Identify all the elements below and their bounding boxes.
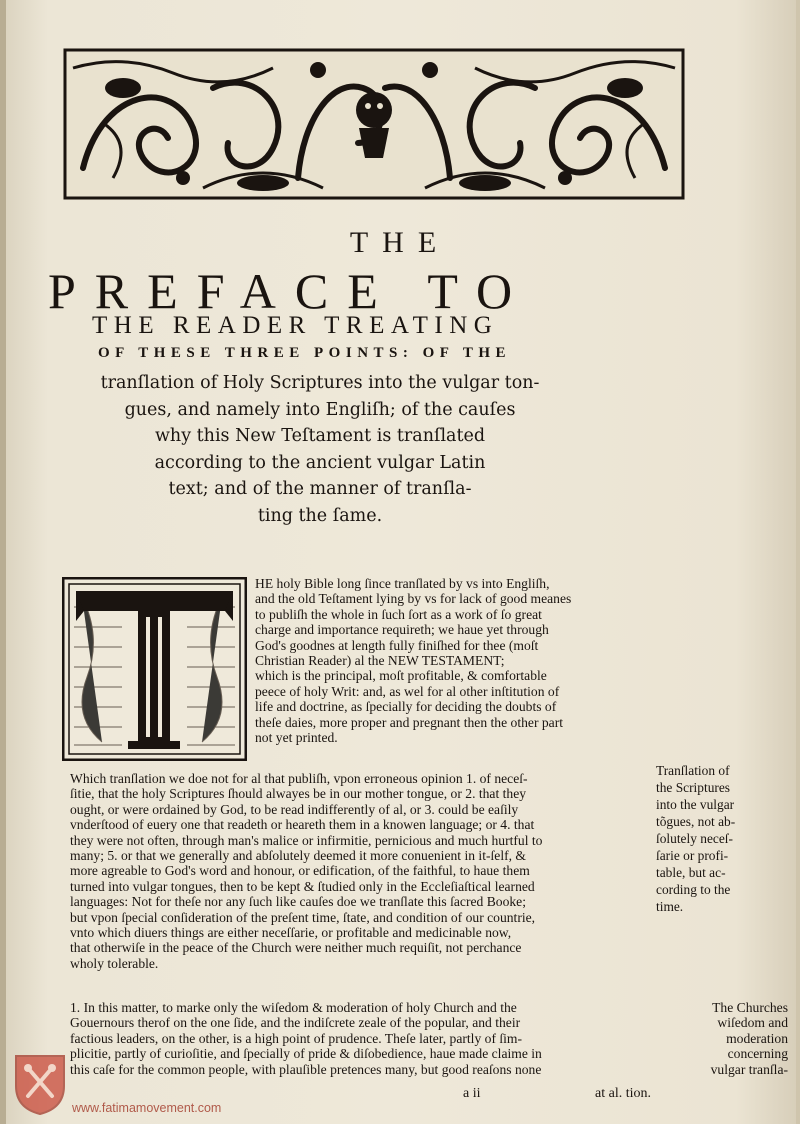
heading-line: tranſlation of Holy Scriptures into the vulgar ton- bbox=[100, 373, 540, 393]
margin-note bbox=[656, 762, 786, 915]
heading-line: text; and of the manner of tranſla- bbox=[168, 479, 472, 499]
section-row bbox=[70, 1000, 788, 1015]
text-line: God's goodnes at length fully finiſhed for thee (moſt bbox=[255, 637, 539, 653]
section-row bbox=[70, 1031, 788, 1046]
text-line: peece of holy Writ: and, as wel for al other inſtitution of bbox=[255, 683, 560, 699]
margin-note-line: into the vulgar bbox=[656, 797, 735, 812]
text-line: many; 5. or that we generally and abſolutely deemed it more conuenient in it-ſelf, & bbox=[70, 848, 527, 864]
text-line: 1. In this matter, to marke only the wiſedom & moderation of holy Church and the bbox=[70, 1000, 517, 1015]
margin-note-line: ſarie or profi- bbox=[656, 848, 729, 863]
body-paragraph bbox=[70, 771, 660, 971]
margin-note-line: The Churches bbox=[712, 1000, 788, 1015]
section-row bbox=[70, 1046, 788, 1061]
text-line: wholy tolerable. bbox=[70, 955, 159, 971]
woodcut-headpiece bbox=[63, 48, 685, 200]
margin-note-line: cording to the bbox=[656, 882, 731, 897]
heading-description bbox=[0, 370, 640, 529]
intro-paragraph bbox=[255, 576, 655, 745]
catchword: at al. tion. bbox=[595, 1086, 651, 1101]
margin-note-line: vulgar tranſla- bbox=[710, 1061, 788, 1077]
section-row bbox=[70, 1062, 788, 1077]
margin-note-line: the Scriptures bbox=[656, 780, 731, 795]
margin-note-line: tõgues, not ab- bbox=[656, 814, 736, 829]
margin-note-line: concerning bbox=[727, 1046, 788, 1062]
text-line: life and doctrine, as ſpecially for deciding the doubts of bbox=[255, 699, 557, 715]
heading-subtitle-1: THE READER TREATING bbox=[92, 312, 499, 339]
page-title: PREFACE TO bbox=[48, 263, 532, 319]
text-line: to publiſh the whole in ſuch ſort as a work of ſo great bbox=[255, 606, 542, 622]
heading-the: THE bbox=[349, 226, 451, 259]
text-line: theſe daies, more proper and pregnant then the other part bbox=[255, 714, 564, 730]
page-right-edge bbox=[796, 0, 800, 1124]
text-line: ought, or were ordained by God, to be read indifferently of al, or 3. could be eaſily bbox=[70, 801, 519, 817]
section-one bbox=[70, 1000, 790, 1077]
text-line: languages: Not for theſe nor any ſuch like cauſes doe we tranſlate this ſacred Booke; bbox=[70, 894, 526, 910]
heading-line: why this New Teſtament is tranſlated bbox=[154, 426, 486, 446]
text-line: factious leaders, on the other, is a high point of prudence. Theſe later, partly of ſim- bbox=[70, 1030, 523, 1046]
page-left-edge bbox=[0, 0, 6, 1124]
signature-mark: a ii bbox=[463, 1086, 481, 1101]
text-line: which is the principal, moſt profitable, & comfortable bbox=[255, 668, 547, 684]
heading-line: according to the ancient vulgar Latin bbox=[154, 452, 486, 473]
margin-note-line: time. bbox=[656, 899, 684, 914]
text-line: Which tranſlation we doe not for al that publiſh, vpon erroneous opinion 1. of neceſ- bbox=[70, 771, 528, 786]
text-line: that otherwiſe in the peace of the Church were neither much requiſit, not perchance bbox=[70, 940, 522, 956]
text-line: Gouernours therof on the one ſide, and the indiſcrete zeale of the popular, and their bbox=[70, 1015, 521, 1031]
margin-note-line: moderation bbox=[726, 1030, 788, 1046]
watermark-link[interactable]: www.fatimamovement.com bbox=[72, 1101, 222, 1115]
heading-subtitle-2: OF THESE THREE POINTS: OF THE bbox=[98, 345, 512, 361]
text-line: HE holy Bible long ſince tranſlated by vs into Engliſh, bbox=[255, 576, 550, 591]
text-line: vnderſtood of euery one that readeth or heareth them in a knowen language; or 4. that bbox=[70, 817, 535, 833]
text-line: and the old Teſtament lying by vs for lack of good meanes bbox=[255, 591, 572, 607]
margin-note-line: ſolutely neceſ- bbox=[656, 831, 733, 846]
text-line: ſitie, that the holy Scriptures ſhould alwayes be in our mother tongue, or 2. that they bbox=[70, 786, 527, 802]
margin-note-line: wiſedom and bbox=[717, 1015, 788, 1031]
margin-note-line: Tranſlation of bbox=[656, 763, 730, 778]
text-line: charge and importance requireth; we haue yet through bbox=[255, 622, 549, 638]
margin-note-line: table, but ac- bbox=[656, 865, 726, 880]
text-line: turned into vulgar tongues, then to be kept & ſtudied only in the Eccleſiaſtical learned bbox=[70, 878, 535, 894]
text-line: more agreable to God's word and honour, or edification, of the faithful, to haue them bbox=[70, 863, 530, 879]
dropcap-t-woodcut bbox=[62, 577, 247, 761]
section-row bbox=[70, 1015, 788, 1030]
text-line: not yet printed. bbox=[255, 730, 338, 746]
heading-line: ting the ſame. bbox=[257, 505, 383, 526]
text-line: plicitie, partly of curioſitie, and ſpecially of pride & diſobedience, haue made claime in bbox=[70, 1046, 542, 1062]
text-line: Christian Reader) al the NEW TESTAMENT; bbox=[255, 653, 505, 669]
papal-seal-icon bbox=[12, 1050, 68, 1116]
text-line: vnto which diuers things are either neceſſarie, or profitable and medicinable now, bbox=[70, 925, 512, 941]
text-line: they were not often, through man's malice or infirmitie, pernicious and much hurtful to bbox=[70, 832, 543, 848]
text-line: but vpon ſpecial conſideration of the preſent time, ſtate, and condition of our countrie, bbox=[70, 909, 536, 925]
text-line: this caſe for the common people, with plauſible pretences many, but good reaſons none bbox=[70, 1061, 542, 1077]
heading-line: gues, and namely into Engliſh; of the cauſes bbox=[124, 399, 516, 420]
